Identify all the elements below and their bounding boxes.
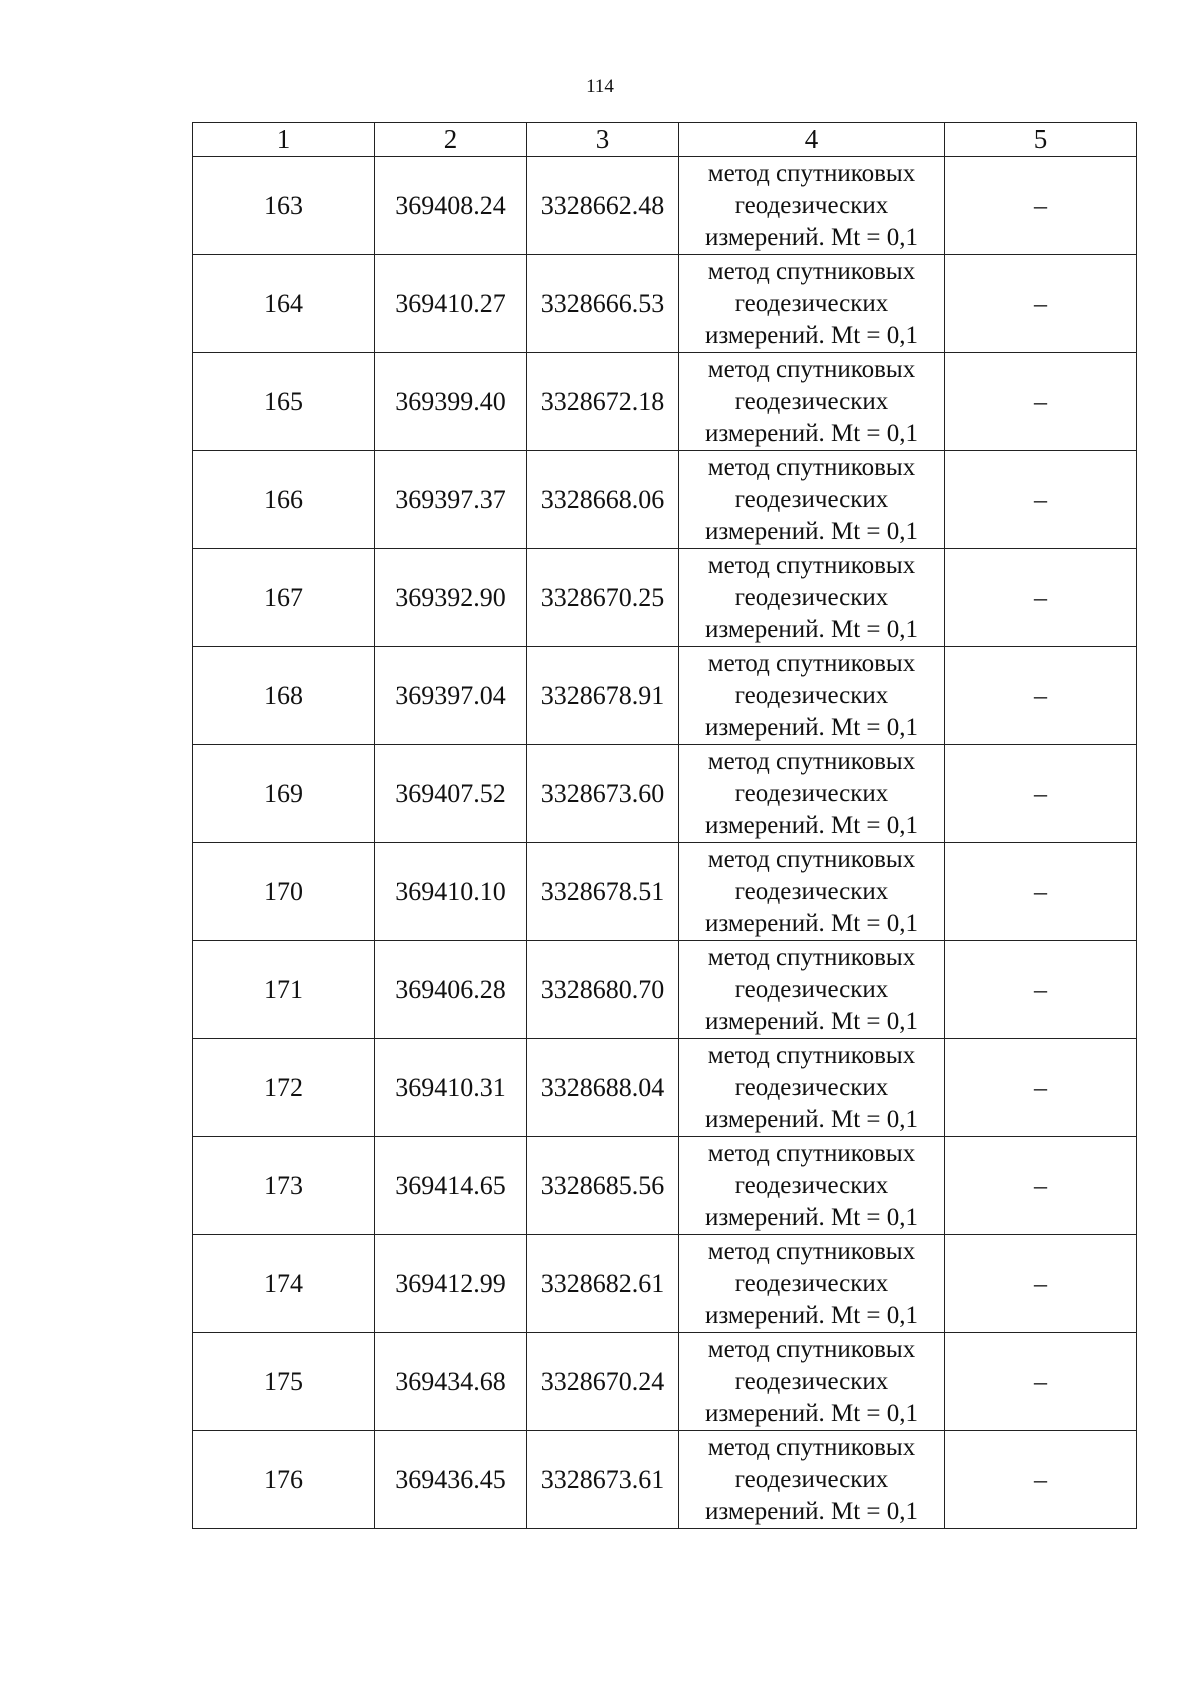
table-row [193,647,1137,745]
x-coordinate: 369408.24 [375,157,527,255]
x-coordinate: 369410.31 [375,1039,527,1137]
y-coordinate: 3328666.53 [527,255,679,353]
y-coordinate: 3328688.04 [527,1039,679,1137]
x-coordinate: 369406.28 [375,941,527,1039]
method-line-1: метод спутниковых [707,453,916,481]
method-line-3: измерений. Mt = 0,1 [704,909,919,937]
y-coordinate: 3328668.06 [527,451,679,549]
table-row [193,451,1137,549]
point-number: 170 [193,843,375,941]
method-description [679,451,945,549]
y-coordinate: 3328685.56 [527,1137,679,1235]
column-5-value: – [945,451,1137,549]
method-line-1: метод спутниковых [707,845,916,873]
point-number: 174 [193,1235,375,1333]
x-coordinate: 369392.90 [375,549,527,647]
x-coordinate: 369412.99 [375,1235,527,1333]
y-coordinate: 3328670.25 [527,549,679,647]
column-header-2: 2 [375,123,527,157]
table-row [193,1333,1137,1431]
table-body [193,157,1137,1529]
method-description [679,549,945,647]
method-line-3: измерений. Mt = 0,1 [704,1203,919,1231]
x-coordinate: 369399.40 [375,353,527,451]
y-coordinate: 3328682.61 [527,1235,679,1333]
method-line-3: измерений. Mt = 0,1 [704,419,919,447]
table-row [193,941,1137,1039]
method-line-1: метод спутниковых [707,1433,916,1461]
column-header-4: 4 [679,123,945,157]
y-coordinate: 3328673.60 [527,745,679,843]
table-row [193,157,1137,255]
coordinates-table [192,122,1137,1529]
method-line-3: измерений. Mt = 0,1 [704,1105,919,1133]
method-line-2: геодезических [734,975,889,1003]
table-row [193,1137,1137,1235]
column-5-value: – [945,1039,1137,1137]
method-line-2: геодезических [734,877,889,905]
column-5-value: – [945,549,1137,647]
method-description [679,1137,945,1235]
y-coordinate: 3328678.51 [527,843,679,941]
method-line-1: метод спутниковых [707,1041,916,1069]
header-row [193,123,1137,157]
point-number: 169 [193,745,375,843]
column-5-value: – [945,157,1137,255]
method-line-2: геодезических [734,387,889,415]
table-row [193,745,1137,843]
column-5-value: – [945,745,1137,843]
method-line-1: метод спутниковых [707,747,916,775]
table-row [193,843,1137,941]
column-header-3: 3 [527,123,679,157]
point-number: 171 [193,941,375,1039]
method-line-3: измерений. Mt = 0,1 [704,223,919,251]
method-line-3: измерений. Mt = 0,1 [704,1301,919,1329]
column-header-1: 1 [193,123,375,157]
x-coordinate: 369410.10 [375,843,527,941]
x-coordinate: 369436.45 [375,1431,527,1529]
method-description [679,353,945,451]
method-line-1: метод спутниковых [707,355,916,383]
method-line-3: измерений. Mt = 0,1 [704,1007,919,1035]
column-5-value: – [945,1235,1137,1333]
method-description [679,157,945,255]
table-row [193,1039,1137,1137]
method-line-3: измерений. Mt = 0,1 [704,1399,919,1427]
method-line-1: метод спутниковых [707,1237,916,1265]
point-number: 163 [193,157,375,255]
method-description [679,647,945,745]
x-coordinate: 369434.68 [375,1333,527,1431]
method-line-2: геодезических [734,681,889,709]
method-line-1: метод спутниковых [707,159,916,187]
column-5-value: – [945,647,1137,745]
y-coordinate: 3328672.18 [527,353,679,451]
x-coordinate: 369407.52 [375,745,527,843]
y-coordinate: 3328673.61 [527,1431,679,1529]
table-row [193,549,1137,647]
column-5-value: – [945,353,1137,451]
method-line-2: геодезических [734,1073,889,1101]
y-coordinate: 3328680.70 [527,941,679,1039]
point-number: 168 [193,647,375,745]
page-number: 114 [586,76,614,97]
y-coordinate: 3328662.48 [527,157,679,255]
y-coordinate: 3328670.24 [527,1333,679,1431]
method-line-3: измерений. Mt = 0,1 [704,517,919,545]
method-description [679,1039,945,1137]
x-coordinate: 369397.04 [375,647,527,745]
method-line-1: метод спутниковых [707,649,916,677]
point-number: 173 [193,1137,375,1235]
method-line-3: измерений. Mt = 0,1 [704,1497,919,1525]
table-row [193,353,1137,451]
method-line-3: измерений. Mt = 0,1 [704,811,919,839]
method-description [679,745,945,843]
method-description [679,1235,945,1333]
method-line-2: геодезических [734,1269,889,1297]
method-line-2: геодезических [734,1465,889,1493]
column-5-value: – [945,255,1137,353]
method-line-3: измерений. Mt = 0,1 [704,615,919,643]
method-line-3: измерений. Mt = 0,1 [704,713,919,741]
method-line-1: метод спутниковых [707,551,916,579]
method-line-2: геодезических [734,1171,889,1199]
method-description [679,1431,945,1529]
table-row [193,255,1137,353]
method-line-1: метод спутниковых [707,1335,916,1363]
column-5-value: – [945,1431,1137,1529]
method-line-3: измерений. Mt = 0,1 [704,321,919,349]
column-5-value: – [945,1333,1137,1431]
point-number: 172 [193,1039,375,1137]
column-header-5: 5 [945,123,1137,157]
method-line-2: геодезических [734,1367,889,1395]
column-5-value: – [945,941,1137,1039]
x-coordinate: 369414.65 [375,1137,527,1235]
y-coordinate: 3328678.91 [527,647,679,745]
point-number: 166 [193,451,375,549]
column-5-value: – [945,1137,1137,1235]
method-line-2: геодезических [734,289,889,317]
method-description [679,255,945,353]
method-description [679,941,945,1039]
method-line-2: геодезических [734,191,889,219]
method-description [679,1333,945,1431]
method-line-2: геодезических [734,583,889,611]
table-row [193,1235,1137,1333]
table-row [193,1431,1137,1529]
point-number: 167 [193,549,375,647]
point-number: 175 [193,1333,375,1431]
method-line-1: метод спутниковых [707,257,916,285]
point-number: 164 [193,255,375,353]
method-line-1: метод спутниковых [707,1139,916,1167]
method-line-2: геодезических [734,485,889,513]
x-coordinate: 369397.37 [375,451,527,549]
point-number: 176 [193,1431,375,1529]
x-coordinate: 369410.27 [375,255,527,353]
method-description [679,843,945,941]
column-5-value: – [945,843,1137,941]
table-header [193,123,1137,157]
method-line-1: метод спутниковых [707,943,916,971]
point-number: 165 [193,353,375,451]
method-line-2: геодезических [734,779,889,807]
